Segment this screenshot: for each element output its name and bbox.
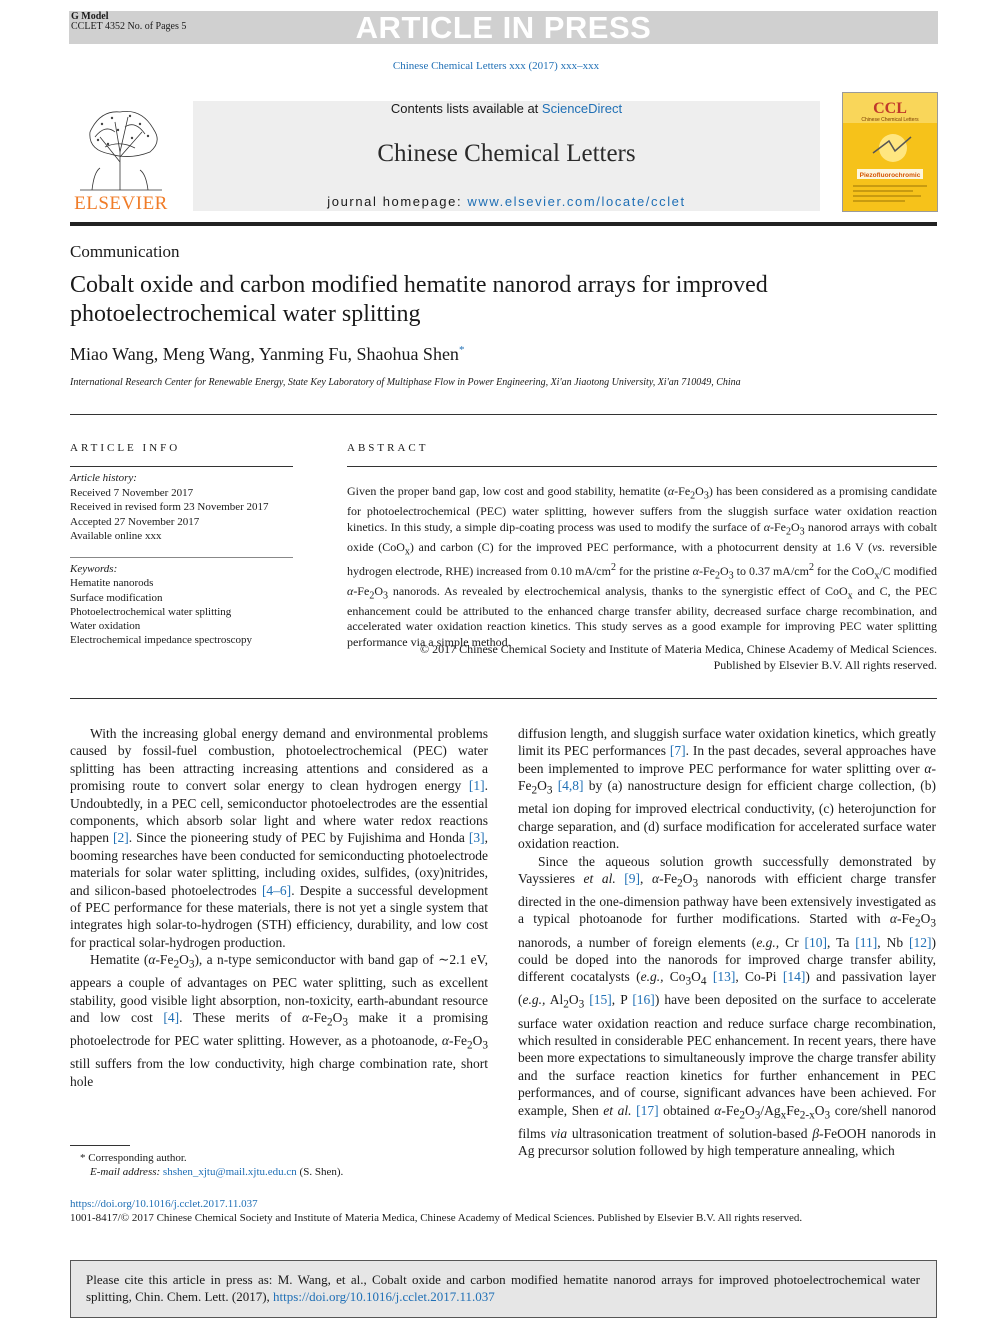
author-list	[70, 344, 464, 365]
corresponding-author-note: Corresponding author.	[88, 1152, 187, 1164]
article-info-heading: ARTICLE INFO	[70, 442, 181, 454]
abstract-text: Given the proper band gap, low cost and good stability, hematite $(\alpha-Fe_2O_3)$ has been considered as a promising candidate for photoelectrochemical (PEC) water splitting, however suffers from the sluggish surface water oxidation reaction kinetics. In this study, a simple dip-coating process was used to modify the surface of $\alpha-Fe_2O_3$ nanorod arrays with cobalt oxide (CoO$_x$) and carbon (C) for the improved PEC performance, with a photocurrent density at 1.6 V (vs. reversible hydrogen electrode, RHE) increased from 0.10 $mA/cm^2$ for the pristine $\alpha-Fe_2O_3$ to 0.37 $mA/cm^2$ for the CoO$_x$/C modified $\alpha-Fe_2O_3$ nanorods. As revealed by electrochemical analysis, thanks to the synergistic effect of CoO$_x$ and C, the PEC enhancement could be attributed to the enhanced charge transfer ability, decreased surface charge recombination, and accelerated water oxidation reaction kinetics. This study serves as a good example for improving PEC water splitting performance via a simple method.	[347, 484, 938, 649]
citation-link[interactable]: [4–6]	[261, 882, 292, 898]
cover-title: CCL	[873, 100, 907, 117]
citation-link[interactable]: [13]	[712, 969, 736, 985]
citation-link[interactable]: [4]	[163, 1010, 180, 1026]
keywords-rule	[70, 557, 293, 558]
doi-link[interactable]: https://doi.org/10.1016/j.cclet.2017.11.037	[70, 1198, 258, 1210]
copyright-line-2: Published by Elsevier B.V. All rights reserved.	[713, 657, 937, 672]
citation-body: Please cite this article in press as: M. Wang, et al., Cobalt oxide and carbon modified hematite nanorod arrays for improved photoelectrochemical water splitting, Chin. Chem. Lett. (2017),	[86, 1272, 920, 1305]
history-revised: Received in revised form 23 November 2017	[70, 501, 269, 513]
journal-name: Chinese Chemical Letters	[377, 140, 636, 167]
contents-prefix: Contents lists available at	[390, 101, 542, 116]
citation-link[interactable]: [7]	[669, 743, 686, 759]
cover-banner: Piezofluorochromic	[859, 172, 921, 179]
abstract-copyright	[347, 642, 937, 673]
article-info-rule	[70, 466, 293, 467]
footnote-rule	[70, 1145, 130, 1146]
keyword-item: Water oxidation	[70, 620, 141, 633]
article-id-label: CCLET 4352 No. of Pages 5	[71, 21, 187, 32]
citation-link[interactable]: [1]	[468, 778, 485, 794]
history-label: Article history:	[70, 472, 137, 484]
affiliation: International Research Center for Renewable Energy, State Key Laboratory of Multiphase Flow in Power Engineering, Xi'an Jiaotong University, Xi'an 710049, China	[70, 377, 741, 388]
citation-link[interactable]: [17]	[636, 1102, 659, 1118]
email-link[interactable]: shshen_xjtu@mail.xjtu.edu.cn	[162, 1166, 297, 1178]
keyword-item: Electrochemical impedance spectroscopy	[70, 634, 253, 647]
article-history	[70, 471, 300, 544]
citation-doi-link[interactable]: https://doi.org/10.1016/j.cclet.2017.11.037	[273, 1289, 495, 1305]
g-model-label: G Model	[71, 11, 109, 22]
citation-link[interactable]: [12]	[909, 934, 932, 950]
title-rule	[70, 414, 937, 415]
article-type: Communication	[70, 242, 180, 261]
citation-link[interactable]: [15]	[589, 992, 612, 1008]
abstract-heading: ABSTRACT	[347, 442, 429, 454]
citation-link[interactable]: [4,8]	[557, 778, 584, 794]
abstract-end-rule	[70, 698, 937, 699]
email-suffix: (S. Shen).	[296, 1166, 344, 1178]
journal-cover-art	[843, 93, 937, 211]
elsevier-wordmark: ELSEVIER	[74, 193, 168, 214]
citation-text	[86, 1271, 920, 1306]
citation-link[interactable]: [16]	[632, 992, 655, 1008]
sciencedirect-link[interactable]: ScienceDirect	[541, 101, 623, 116]
journal-cover-image	[842, 92, 938, 212]
homepage-link[interactable]: www.elsevier.com/locate/cclet	[467, 194, 686, 209]
masthead-rule	[70, 222, 937, 226]
citation-link[interactable]: [2]	[113, 830, 129, 846]
issn-copyright: 1001-8417/© 2017 Chinese Chemical Society and Institute of Materia Medica, Chinese Academy of Medical Sciences. Published by Elsevier B.V. All rights reserved.	[70, 1212, 803, 1224]
history-accepted: Accepted 27 November 2017	[70, 515, 200, 528]
body-column-right: diffusion length, and sluggish surface water oxidation kinetics, which greatly limit its PEC performances [7]. In the past decades, several approaches have been implemented to improve PEC performance for water splitting over $\alpha-Fe_2O_3$ [4,8] by (a) nanostructure design for efficient charge collection, (b) metal ion doping for improved electrical conductivity, (c) heterojunction for charge separation, and (d) surface modification for accelerated surface water oxidation reaction. Since the aqueous solution growth successfully demonstrated by Vayssieres et al. [9], $\alpha-Fe_2O_3$ nanorods with efficient charge transfer directed in the one-dimension pathway have been extensively investigated as a typical photoanode for further modifications. Started with $\alpha-Fe_2O_3$ nanorods, a number of foreign elements (e.g., Cr [10], Ta [11], Nb [12]) could be doped into the nanorods for improved charge transfer ability, different cocatalysts (e.g., $Co_3O_4$ [13], Co-Pi [14]) and passivation layer (e.g., $Al_2O_3$ [15], P [16]) have been deposited on the surface to accelerate surface water oxidation reaction and reduce surface charge recombination, which resulted in considerable PEC enhancement. In recent years, there have been more expectations to simultaneously improve the charge transfer ability and the surface reaction kinetics for further enhancement in PEC performances, and of course, significant advances have been achieved. For example, Shen et al. [17] obtained $\alpha-Fe_2O_3/Ag_xFe_{2-x}O_3$ core/shell nanorod films via ultrasonication treatment of solution-based β-FeOOH nanorods in Ag precursor solution followed by high temperature annealing, which	[518, 726, 937, 1159]
citation-link[interactable]: [9]	[624, 870, 641, 886]
keywords-block	[70, 562, 310, 648]
corresponding-author-mark[interactable]: *	[458, 344, 465, 356]
article-title: Cobalt oxide and carbon modified hematite nanorod arrays for improved photoelectrochemical water splitting	[70, 272, 768, 327]
contents-availability	[193, 101, 820, 116]
footnote	[70, 1151, 343, 1179]
citation-link[interactable]: [14]	[782, 969, 806, 985]
email-label: E-mail address:	[90, 1166, 163, 1178]
history-received: Received 7 November 2017	[70, 486, 194, 499]
keyword-item: Photoelectrochemical water splitting	[70, 605, 232, 618]
citation-link[interactable]: [3]	[468, 830, 485, 846]
elsevier-tree-icon	[70, 102, 172, 192]
article-in-press-text: ARTICLE IN PRESS	[355, 10, 652, 45]
journal-reference-link[interactable]: Chinese Chemical Letters xxx (2017) xxx–xxx	[392, 60, 600, 72]
homepage-prefix: journal homepage:	[327, 194, 468, 209]
citation-link[interactable]: [11]	[855, 934, 878, 950]
authors-text: Miao Wang, Meng Wang, Yanming Fu, Shaohua Shen	[70, 344, 459, 364]
copyright-line-1: © 2017 Chinese Chemical Society and Institute of Materia Medica, Chinese Academy of Medical Sciences.	[420, 642, 937, 656]
cover-subtitle: Chinese Chemical Letters	[861, 117, 919, 123]
footnote-mark: *	[80, 1152, 86, 1164]
keyword-item: Hematite nanorods	[70, 577, 154, 590]
journal-homepage	[193, 194, 820, 209]
keywords-label: Keywords:	[70, 563, 118, 575]
citation-link[interactable]: [10]	[804, 934, 828, 950]
abstract-rule	[347, 466, 937, 467]
body-column-left: With the increasing global energy demand and environmental problems caused by fossil-fuel combustion, photoelectrochemical (PEC) water splitting has been attracting increasing attentions and considered as a promising route to convert solar energy to clean hydrogen energy [1]. Undoubtedly, in a PEC cell, semiconductor photoelectrodes are the essential components, which absorb solar light and where water redox reactions happen [2]. Since the pioneering study of PEC by Fujishima and Honda [3], booming researches have been conducted for semiconducting photoelectrode materials for solar water splitting, including oxides, sulfides, (oxy)nitrides, and silicon-based photoelectrodes [4–6]. Despite a successful development of PEC performance for these materials, there is not yet a single system that integrates high solar-to-hydrogen (STH) efficiency, durability, and low cost for practical solar-hydrogen production. Hematite $(\alpha-Fe_2O_3)$, a n-type semiconductor with band gap of ∼2.1 eV, appears a couple of advantages on PEC water splitting, such as excellent stability, good visible light absorption, non-toxicity, earth-abundant resource and low cost [4]. These merits of $\alpha-Fe_2O_3$ make it a promising photoelectrode for PEC water splitting. However, as a photoanode, $\alpha-Fe_2O_3$ still suffers from the low conductivity, high charge combination rate, short hole	[70, 726, 489, 1089]
keyword-item: Surface modification	[70, 591, 163, 604]
history-online: Available online xxx	[70, 530, 162, 542]
